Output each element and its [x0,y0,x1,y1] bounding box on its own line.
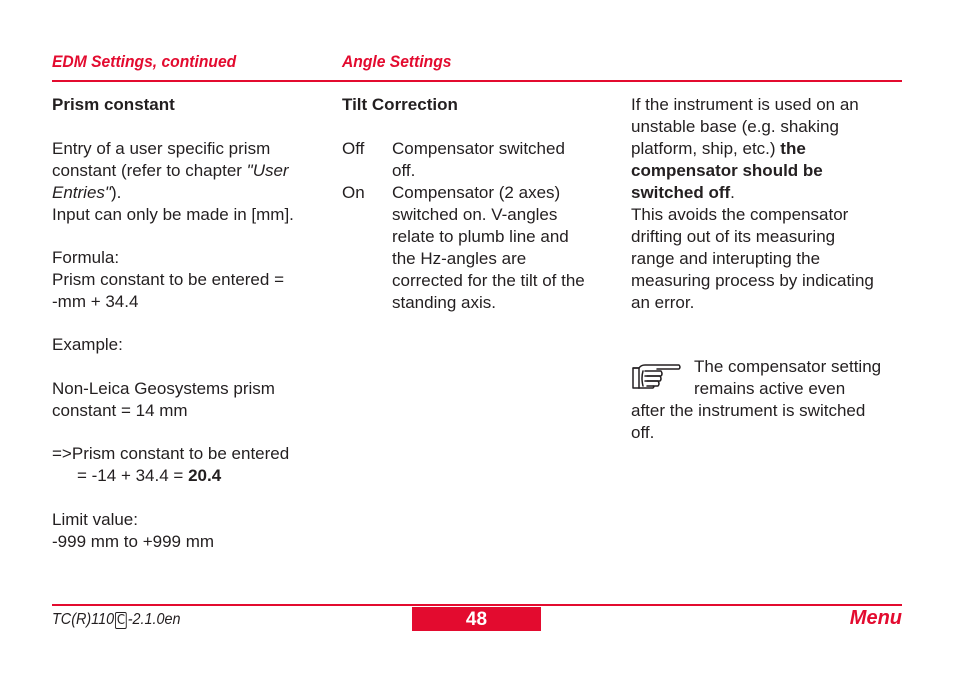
prism-constant-heading: Prism constant [52,95,175,114]
example-label: Example: [52,335,123,354]
pointing-hand-icon [631,362,683,392]
option-off-description: Compensator switched off. [392,139,565,180]
result-block: =>Prism constant to be entered = -14 + 34.4 = 20.4 [52,444,290,485]
compensator-explanation: If the instrument is used on an unstable base (e.g. shaking platform, ship, etc.) the compensator should be switched off. This avoids the compensator drifting out of its measuring range and interupting the measuring process by indicating an error. [631,95,874,312]
compact-c-mark: C [116,613,126,628]
result-value: 20.4 [188,466,222,485]
page-number: 48 [412,607,541,631]
section-title-edm: EDM Settings, continued [52,52,237,71]
option-off-key: Off [342,139,365,158]
note-text-indented: The compensator setting remains active even [694,357,882,398]
tilt-correction-heading: Tilt Correction [342,95,458,114]
formula-block: Formula: Prism constant to be entered = -mm + 34.4 [52,248,284,311]
prism-description: Entry of a user specific prism constant (refer to chapter "User Entries"). Input can only be made in [mm]. [52,139,294,224]
header-rule [52,80,902,82]
note-text: after the instrument is switched off. [631,401,866,442]
document-id: TC(R)110 C -2.1.0en [52,611,181,628]
example-block: Non-Leica Geosystems prism constant = 14 mm [52,379,275,420]
section-title-angle: Angle Settings [342,52,452,71]
option-on-description: Compensator (2 axes) switched on. V-angles relate to plumb line and the Hz-angles are corrected for the tilt of the standing axis. [392,183,585,312]
limit-block: Limit value: -999 mm to +999 mm [52,510,215,551]
option-on-key: On [342,183,365,202]
footer-rule [52,604,902,606]
section-name-menu: Menu [849,607,902,629]
